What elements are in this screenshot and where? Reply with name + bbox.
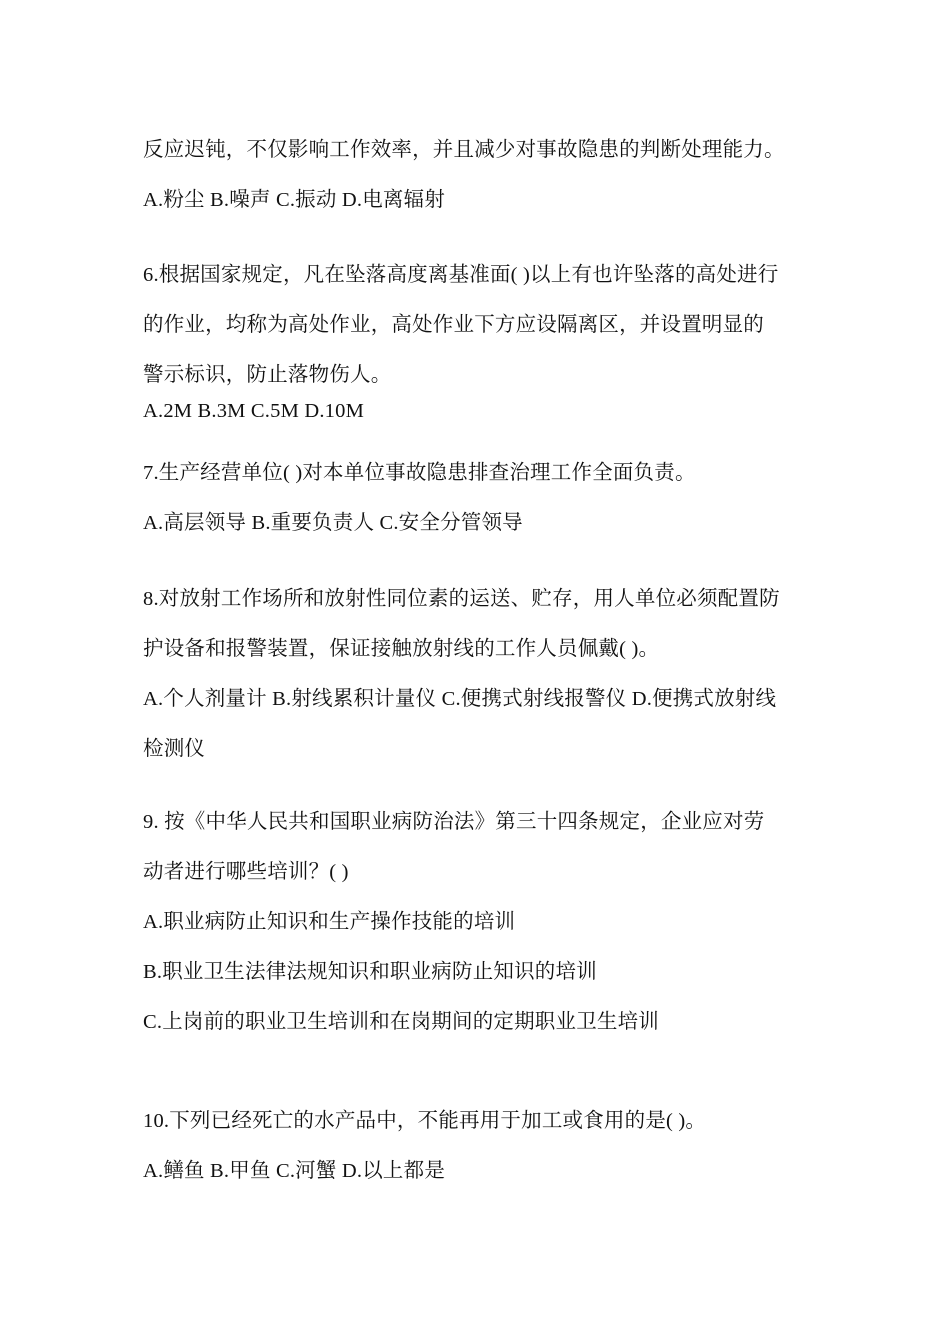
text-line-q7-question: 7.生产经营单位( )对本单位事故隐患排查治理工作全面负责。 bbox=[143, 462, 696, 484]
text-line-q7-options: A.高层领导 B.重要负责人 C.安全分管领导 bbox=[143, 512, 523, 534]
text-line-q8-options: 检测仪 bbox=[143, 738, 206, 760]
text-line-q6-question: 6.根据国家规定，凡在坠落高度离基准面( )以上有也许坠落的高处进行 bbox=[143, 264, 779, 286]
text-line-q10-question: 10.下列已经死亡的水产品中，不能再用于加工或食用的是( )。 bbox=[143, 1110, 707, 1132]
text-line-q9-option-a: A.职业病防止知识和生产操作技能的培训 bbox=[143, 911, 516, 933]
text-line-q10-options: A.鳝鱼 B.甲鱼 C.河蟹 D.以上都是 bbox=[143, 1160, 446, 1182]
text-line-q9-option-c: C.上岗前的职业卫生培训和在岗期间的定期职业卫生培训 bbox=[143, 1011, 659, 1033]
text-line-q8-question: 护设备和报警装置，保证接触放射线的工作人员佩戴( )。 bbox=[143, 638, 660, 660]
text-line-q5-options: A.粉尘 B.噪声 C.振动 D.电离辐射 bbox=[143, 189, 446, 211]
text-line-q6-options: A.2M B.3M C.5M D.10M bbox=[143, 400, 364, 422]
text-line-q9-question: 9. 按《中华人民共和国职业病防治法》第三十四条规定，企业应对劳 bbox=[143, 811, 765, 833]
text-line-q6-question: 警示标识，防止落物伤人。 bbox=[143, 364, 392, 386]
text-line-q5-continuation: 反应迟钝，不仅影响工作效率，并且减少对事故隐患的判断处理能力。 bbox=[143, 139, 785, 161]
text-line-q9-option-b: B.职业卫生法律法规知识和职业病防止知识的培训 bbox=[143, 961, 597, 983]
text-line-q6-question: 的作业，均称为高处作业，高处作业下方应设隔离区，并设置明显的 bbox=[143, 314, 764, 336]
text-line-q8-options: A.个人剂量计 B.射线累积计量仪 C.便携式射线报警仪 D.便携式放射线 bbox=[143, 688, 777, 710]
text-line-q9-question: 动者进行哪些培训？( ) bbox=[143, 861, 349, 883]
text-line-q8-question: 8.对放射工作场所和放射性同位素的运送、贮存，用人单位必须配置防 bbox=[143, 588, 780, 610]
